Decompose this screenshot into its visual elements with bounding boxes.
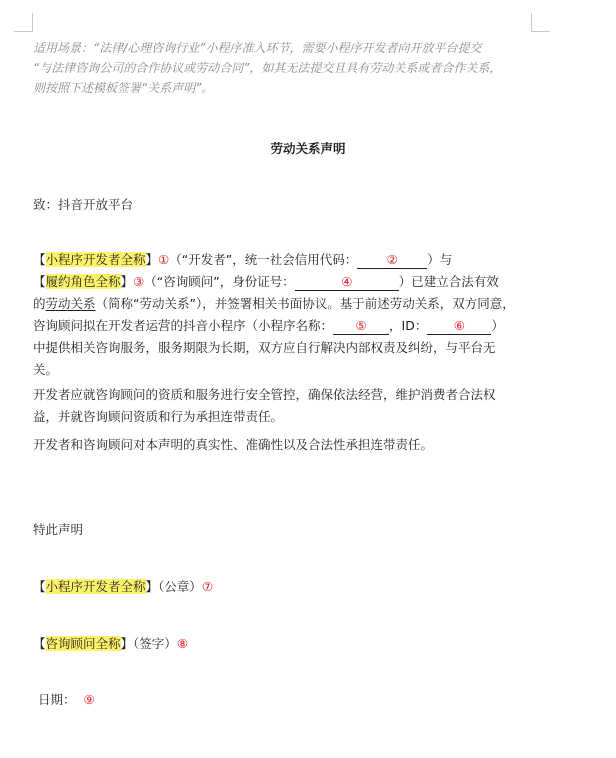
usage-note-line: 适用场景：“法律/心理咨询行业”小程序准入环节，需要小程序开发者向开放平台提交 [33, 41, 482, 55]
bracket: 】 [145, 579, 159, 594]
text: （“咨询顾问”，身份证号： [144, 274, 295, 289]
paragraph-line [33, 271, 563, 293]
document-title: 劳动关系声明 [270, 141, 346, 156]
marker-9: ⑨ [83, 692, 95, 707]
mini-program-name-blank [333, 319, 389, 335]
responsibility-paragraph [33, 384, 496, 428]
marker-4: ④ [341, 274, 353, 289]
usage-note-line: 则按照下述模板签署“关系声明”。 [33, 81, 214, 95]
text: 的 [33, 296, 46, 311]
id-number-blank [295, 275, 399, 291]
seal-label: （公章） [158, 579, 202, 594]
bracket: 【 [33, 274, 46, 289]
addressee: 致：抖音开放平台 [33, 197, 134, 212]
paragraph-line: 关。 [33, 362, 59, 377]
text: ，ID： [389, 318, 428, 333]
declaration-paragraph [33, 249, 563, 381]
text: 咨询顾问拟在开发者运营的抖音小程序（小程序名称： [33, 318, 334, 333]
consultant-name-placeholder: 咨询顾问全称 [45, 636, 121, 651]
usage-note [33, 38, 553, 98]
text: （“开发者”，统一社会信用代码： [169, 252, 358, 267]
liability-paragraph: 开发者和咨询顾问对本声明的真实性、准确性以及合法性承担连带责任。 [33, 437, 434, 452]
developer-name-placeholder: 小程序开发者全称 [45, 579, 146, 594]
text: ）已建立合法有效 [398, 274, 499, 289]
paragraph-line [33, 315, 563, 337]
bracket: 【 [33, 636, 46, 651]
marker-1: ① [158, 252, 170, 267]
bracket: 】 [145, 252, 159, 267]
marker-2: ② [386, 252, 398, 267]
consultant-signature-line [33, 634, 188, 652]
page-corner-mark-right [531, 13, 550, 32]
bracket: 】 [120, 274, 134, 289]
developer-name-placeholder: 小程序开发者全称 [45, 252, 146, 267]
text: ） [491, 318, 504, 333]
paragraph-line: 中提供相关咨询服务，服务期限为长期，双方应自行解决内部权责及纠纷，与平台无 [33, 340, 496, 355]
credit-code-blank [357, 253, 427, 269]
bracket: 【 [33, 252, 46, 267]
role-name-placeholder: 履约角色全称 [45, 274, 121, 289]
developer-signature-line [33, 577, 213, 595]
usage-note-line: “与法律咨询公司的合作协议或劳动合同”，如其无法提交且具有劳动关系或者合作关系， [33, 61, 502, 75]
marker-6: ⑥ [453, 318, 465, 333]
mini-program-id-blank [427, 319, 491, 335]
paragraph-line: 益，并就咨询顾问资质和行为承担连带责任。 [33, 409, 284, 424]
bracket: 【 [33, 579, 46, 594]
paragraph-line [33, 293, 563, 315]
signature-label: （签字） [133, 636, 177, 651]
paragraph-line [33, 249, 563, 271]
paragraph-line: 开发者应就咨询顾问的资质和服务进行安全管控，确保依法经营，维护消费者合法权 [33, 387, 496, 402]
bracket: 】 [120, 636, 134, 651]
text: ）与 [427, 252, 453, 267]
marker-7: ⑦ [201, 579, 214, 594]
text: （简称“劳动关系”），并签署相关书面协议。基于前述劳动关系，双方同意， [95, 296, 515, 311]
date-label: 日期： [38, 692, 76, 707]
labor-relation-term: 劳动关系 [45, 296, 96, 311]
closing-statement: 特此声明 [33, 522, 84, 537]
date-line [38, 690, 95, 708]
marker-8: ⑧ [176, 636, 189, 651]
marker-3: ③ [133, 274, 145, 289]
marker-5: ⑤ [355, 318, 367, 333]
page-corner-mark-left [14, 13, 33, 32]
